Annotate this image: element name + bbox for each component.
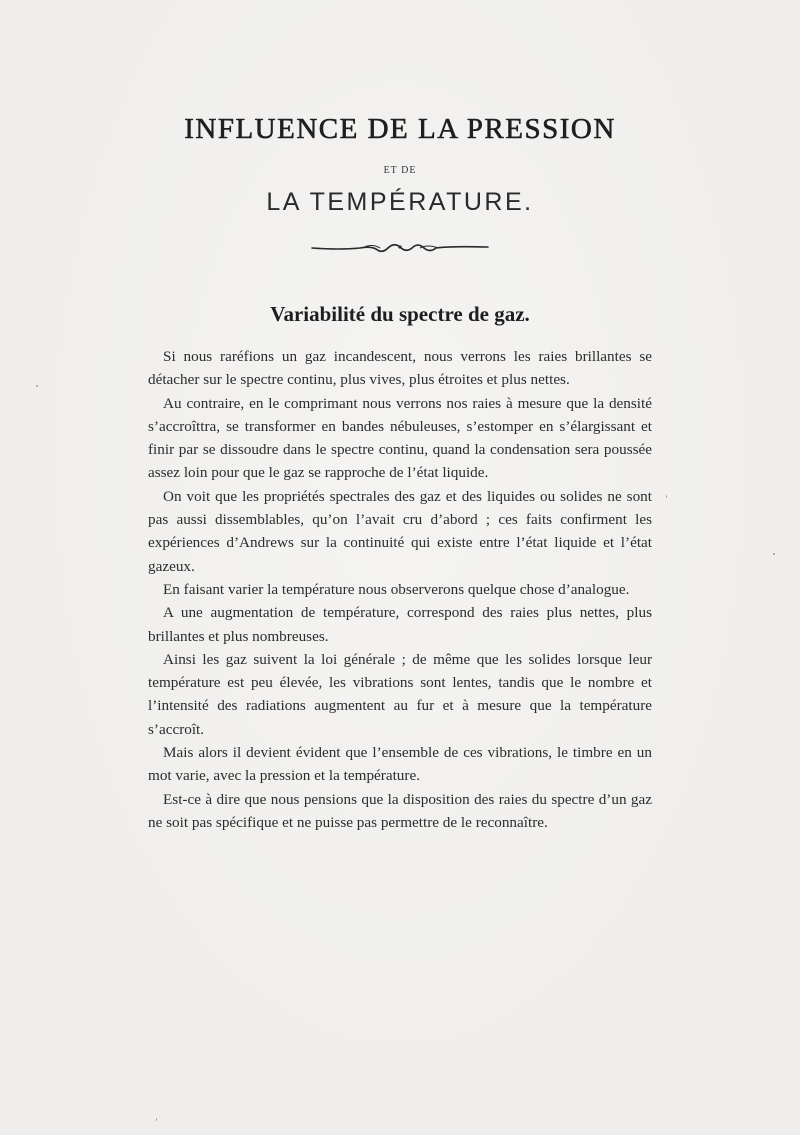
section-heading: Variabilité du spectre de gaz.	[270, 302, 530, 326]
paragraph: A une augmentation de température, correspond des raies plus nettes, plus brillantes et plus nombreuses.	[148, 604, 652, 645]
paragraph: Mais alors il devient évident que l’ensemble de ces vibrations, le timbre en un mot varie, avec la pression et la température.	[148, 744, 652, 785]
paragraph: Ainsi les gaz suivent la loi générale ; de même que les solides lorsque leur température est peu élevée, les vibrations sont lentes, tandis que le nombre et l’intensité des radiations augmentent au fur et à mesure que la température s’accroît.	[148, 650, 652, 738]
paper-speck	[773, 553, 775, 555]
paper-speck	[36, 385, 38, 387]
title-sub: LA TEMPÉRATURE.	[266, 188, 534, 216]
paper-speck	[666, 495, 667, 498]
paragraph: Si nous raréfions un gaz incandescent, nous verrons les raies brillantes se détacher sur le spectre continu, plus vives, plus étroites et plus nettes.	[148, 348, 652, 389]
paragraph: On voit que les propriétés spectrales des gaz et des liquides ou solides ne sont pas aussi dissemblables, qu’on l’avait cru d’abord ; ces faits confirment les expériences d’Andrews sur la continuité qui existe entre l’état liquide et l’état gazeux.	[148, 487, 652, 575]
title-main: INFLUENCE DE LA PRESSION	[184, 113, 616, 145]
paragraph: Au contraire, en le comprimant nous verrons nos raies à mesure que la densité s’accroîttra, se transformer en bandes nébuleuses, s’estomper en s’élargissant et finir par se dissoudre dans le spectre continu, quand la condensation sera poussée assez loin pour que le gaz se rapproche de l’état liquide.	[148, 394, 652, 482]
body-text	[148, 345, 652, 834]
paragraph: Est-ce à dire que nous pensions que la disposition des raies du spectre d’un gaz ne soit pas spécifique et ne puisse pas permettre de le reconnaître.	[148, 790, 652, 831]
paragraph: En faisant varier la température nous observerons quelque chose d’analogue.	[163, 580, 630, 598]
paper-speck	[156, 1118, 157, 1121]
ornament-divider-icon	[310, 236, 490, 258]
title-connector: ET DE	[383, 165, 417, 176]
